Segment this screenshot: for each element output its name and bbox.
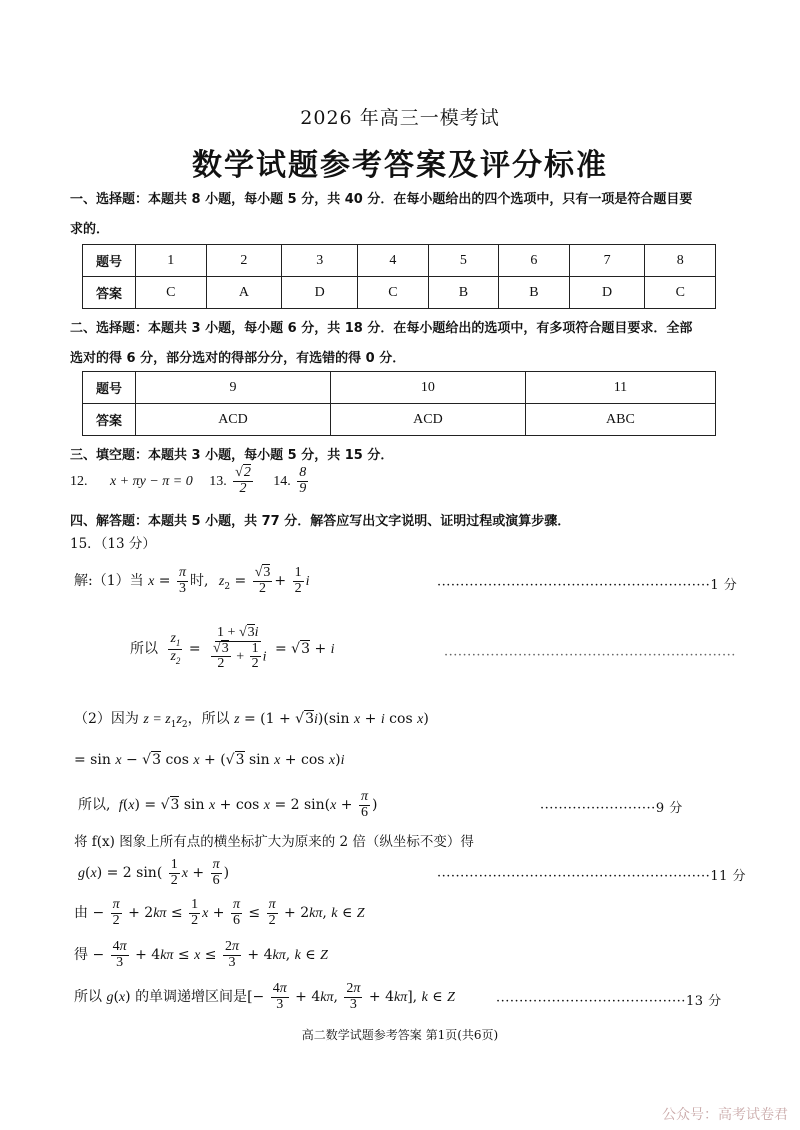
watermark-text: 公众号：高考试卷君 [662,1107,788,1123]
question-number: 8 [645,245,716,277]
get-text: 得 [74,947,88,964]
q13-denominator: 2 [239,480,247,496]
q13-fraction: $\frac{√2}{2}$ [235,465,251,496]
document-title: 数学试题参考答案及评分标准 [192,148,608,183]
mono-text-b: 的单调递增区间是 [135,989,248,1006]
table-row [83,404,716,436]
row-label-question: 题号 [83,372,136,404]
question-number: 4 [358,245,429,277]
suoyi-text: 所以, [78,797,111,814]
solution-range-line: 得 − $\frac{4\pi}{3}$ + 4kπ ≤ x ≤ $\frac{2\pi}{3}$ + 4kπ, k ∈ Z [74,939,328,970]
score-leader-13: ·········································13 分 [496,994,722,1009]
transform-line: 将 f(x) 图象上所有点的横坐标扩大为原来的 2 倍（纵坐标不变）得 [74,834,474,850]
g-line: g(x) = 2 sin( $\frac{1}{2}$ x + $\frac{\pi}{6}$ ) [78,857,230,888]
score-leader-1: ···························································1 分 [437,578,738,593]
q14-numerator: 8 [299,465,307,480]
question-number: 6 [499,245,570,277]
mono-text-a: 所以 [74,989,102,1006]
part2-line: （2）因为 $z = z_1z_2$，所以 z = (1 + √3i)(sin x + i cos x) [74,711,429,730]
question-number: 1 [136,245,207,277]
question-number: 10 [330,372,525,404]
q14-fraction [297,466,308,496]
exam-title: 2026 年高三一模考试 [300,107,500,129]
answer-cell: B [499,277,570,309]
score-9: 9 分 [655,801,683,816]
row-label-answer: 答案 [83,404,136,436]
row-label-question: 题号 [83,245,136,277]
section2-answer-table [82,371,716,436]
score-13: 13 分 [685,994,722,1009]
q12-label: 12. [70,474,88,490]
answer-cell: B [428,277,499,309]
q12-answer: x + πy − π = 0 [109,474,193,490]
section2-intro-line2: 选对的得 6 分，部分选对的得部分分，有选错的得 0 分． [70,351,406,366]
q14-label: 14. [273,474,291,490]
section1-intro-line2: 求的． [70,222,110,237]
answer-cell: C [358,277,429,309]
inequality-line: 由 − $\frac{\pi}{2}$ + 2kπ ≤ $\frac{1}{2}$ x + $\frac{\pi}{6}$ ≤ $\frac{\pi}{2}$ + 2kπ, k ∈ Z [74,897,365,928]
section2-intro-line1: 二、选择题：本题共 3 小题，每小题 6 分，共 18 分．在每小题给出的选项中，有多项符合题目要求．全部 [70,321,693,336]
score-1: 1 分 [710,578,738,593]
question-number: 9 [136,372,331,404]
section1-intro-line1: 一、选择题：本题共 8 小题，每小题 5 分，共 40 分．在每小题给出的四个选项中，只有一项是符合题目要 [70,192,693,207]
so-text: 所以 [130,641,158,658]
table-row [83,245,716,277]
score-11: 11 分 [710,869,746,884]
part1-prefix: 解:（1）当 [74,573,144,590]
answer-cell: C [136,277,207,309]
question-number: 3 [282,245,358,277]
from-text: 由 [74,905,88,922]
answer-cell: ABC [525,404,715,436]
monotonic-interval-line: 所以 g(x) 的单调递增区间是[− $\frac{4\pi}{3}$ + 4kπ, $\frac{2\pi}{3}$ + 4kπ], k ∈ Z [74,981,455,1012]
q15-title: 15．（13 分） [70,536,156,552]
q13-label: 13. [209,474,227,490]
score-leader-2: ······························································· [444,648,736,663]
section3-intro: 三、填空题：本题共 3 小题，每小题 5 分，共 15 分． [70,448,394,463]
score-leader-11: ···························································11 分 [437,869,746,884]
answer-cell: ACD [330,404,525,436]
row-label-answer: 答案 [83,277,136,309]
section1-answer-table [82,244,716,309]
answer-cell: ACD [136,404,331,436]
part2-so: ，所以 [187,711,230,727]
answer-cell: C [645,277,716,309]
question-number: 7 [569,245,645,277]
f-line: 所以, f(x) = √3 sin x + cos x = 2 sin(x + $\frac{\pi}{6}$ ) [78,789,378,820]
score-leader-9: ·························9 分 [540,801,683,816]
q13-numerator: 2 [243,465,251,480]
question-number: 5 [428,245,499,277]
fill-in-answers [70,466,310,496]
answer-cell: D [569,277,645,309]
answer-cell: A [206,277,282,309]
table-row [83,372,716,404]
section4-intro: 四、解答题：本题共 5 小题，共 77 分．解答应写出文字说明、证明过程或演算步骤． [70,514,571,529]
q14-denominator: 9 [299,480,307,496]
when-text: 时, [189,573,209,590]
table-row [83,277,716,309]
part2-prefix: （2）因为 [74,711,139,727]
question-number: 2 [206,245,282,277]
expansion-line: = sin x − √3 cos x + (√3 sin x + cos x)i [74,752,345,768]
ratio-line: 所以 $\frac{z_1}{z_2}$ = 1 + √3i $\frac{√3}{2}$ + $\frac{1}{2}$ i = √3 + i [130,625,335,672]
page-footer: 高二数学试题参考答案 第1页(共6页) [301,1028,499,1042]
part1-line: 解:（1）当 x = $\frac{\pi}{3}$ 时, $z_2$ = $\frac{√3}{2}$ + $\frac{1}{2}$ i [74,565,310,596]
answer-cell: D [282,277,358,309]
question-number: 11 [525,372,715,404]
